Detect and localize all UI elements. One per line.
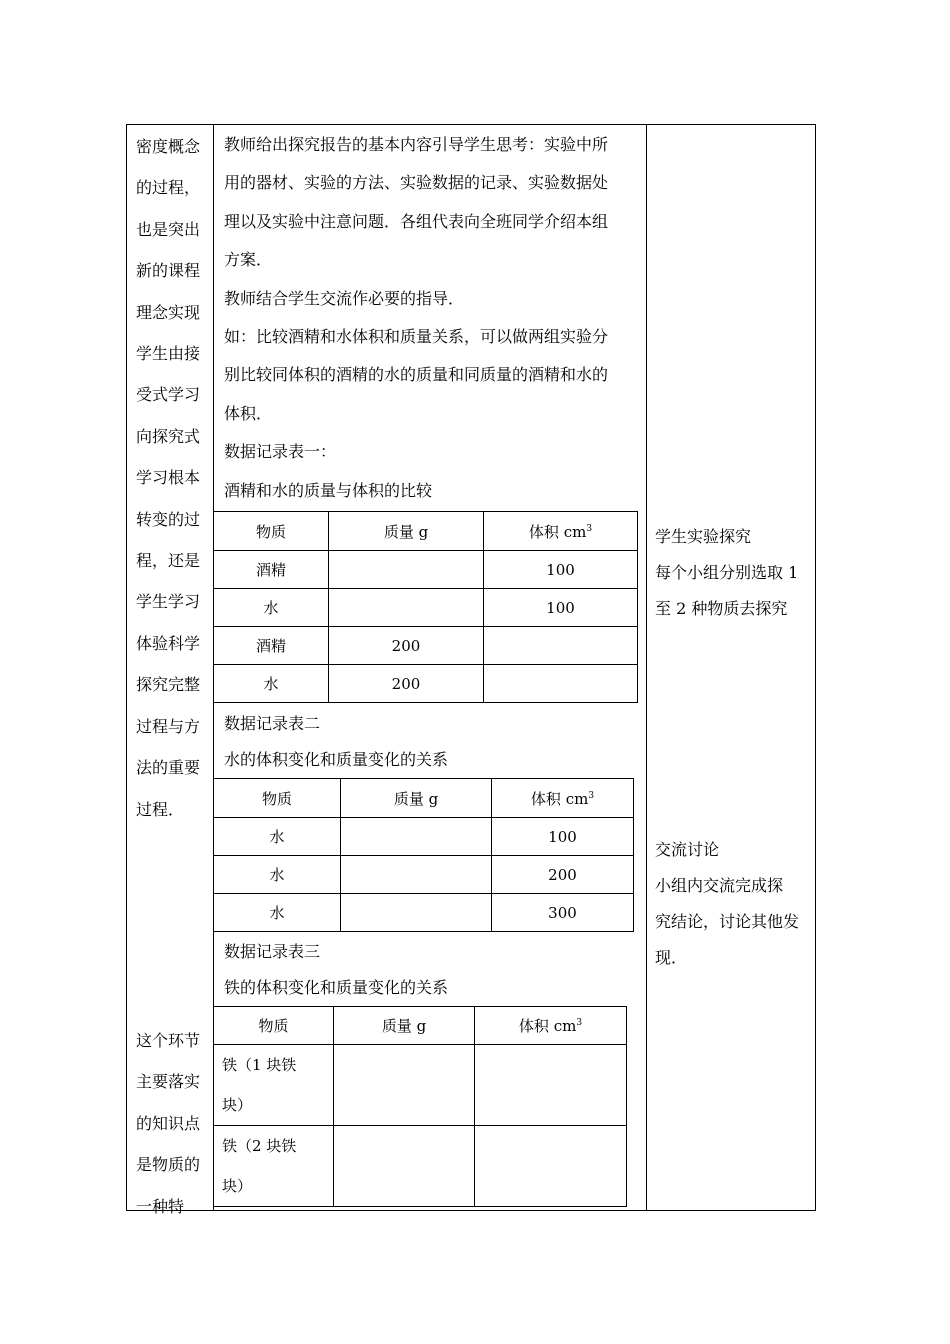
left-line: 向探究式 [136,426,201,446]
table-row [214,589,638,627]
outer-border-left [126,124,127,1211]
table-row [214,665,638,703]
table-row [214,856,634,894]
cell: 100 [492,818,634,856]
intro-line: 体积． [224,403,273,423]
left-line: 过程． [136,799,185,819]
outer-border-top [126,124,816,125]
volume-label: 体积 cm [518,1017,577,1035]
cell [334,1126,475,1207]
volume-label: 体积 cm [530,789,589,808]
left-line: 学习根本 [136,468,201,488]
table3-title: 数据记录表三 [224,942,321,961]
cell-line: 块） [222,1177,253,1195]
activity-title: 学生实验探究 [655,527,752,546]
activity-title: 交流讨论 [655,840,720,859]
data-table-3 [213,1006,627,1207]
cell: 水 [214,818,341,856]
cell: 200 [492,856,634,894]
cell: 酒精 [214,551,329,589]
table-row [214,1045,627,1126]
cell [475,1126,627,1207]
left-bottom-line: 一种特 [136,1196,185,1216]
cell [329,589,484,627]
table2-title: 数据记录表二 [224,714,321,733]
cell: 水 [214,665,329,703]
intro-line: 用的器材、实验的方法、实验数据的记录、实验数据处 [224,173,609,193]
cell: 水 [214,589,329,627]
cell: 100 [484,589,638,627]
left-column-bottom-notes [136,1020,206,1227]
left-line: 也是突出 [136,219,201,239]
cell: 300 [492,894,634,932]
cell-line: 铁（2 块铁 [222,1137,297,1155]
outer-border-right [815,124,816,1211]
header-mass: 质量 g [329,512,484,551]
activity-line: 究结论，讨论其他发 [655,912,800,931]
cell: 200 [329,665,484,703]
cell: 100 [484,551,638,589]
teaching-content [224,126,638,510]
cell: 水 [214,894,341,932]
left-line: 程，还是 [136,551,201,571]
table1-title: 数据记录表一： [224,442,337,462]
cell [341,894,492,932]
left-line: 学生学习 [136,592,201,612]
table1-caption: 酒精和水的质量与体积的比较 [224,480,433,500]
data-table-2 [213,778,634,932]
header-substance: 物质 [214,512,329,551]
cell: 水 [214,856,341,894]
volume-label: 体积 cm [528,522,587,541]
intro-line: 方案． [224,250,273,270]
intro-line: 如：比较酒精和水体积和质量关系，可以做两组实验分 [224,327,609,347]
left-line: 过程与方 [136,716,201,736]
cell [329,551,484,589]
cell-line: 块） [222,1096,253,1114]
table2-caption: 水的体积变化和质量变化的关系 [224,750,449,769]
student-activity-2 [655,832,815,976]
intro-line: 教师结合学生交流作必要的指导． [224,288,465,308]
cell: 酒精 [214,627,329,665]
left-bottom-line: 是物质的 [136,1155,201,1175]
table-row [214,894,634,932]
cell [484,627,638,665]
cell [334,1045,475,1126]
header-volume [475,1007,627,1045]
table-row [214,551,638,589]
activity-line: 小组内交流完成探 [655,876,784,895]
cell [484,665,638,703]
left-line: 法的重要 [136,758,201,778]
header-volume [492,779,634,818]
outer-border-bottom [126,1210,816,1211]
cell-iron-1 [214,1045,334,1126]
cell [341,856,492,894]
activity-line: 至 2 种物质去探究 [655,599,788,618]
table-row [214,818,634,856]
left-bottom-line: 主要落实 [136,1072,201,1092]
left-line: 理念实现 [136,302,201,322]
intro-line: 别比较同体积的酒精的水的质量和同质量的酒精和水的 [224,365,609,385]
left-line: 密度概念 [136,137,201,156]
activity-line: 每个小组分别选取 1 [655,563,799,582]
volume-exponent: 3 [576,1018,583,1028]
left-line: 学生由接 [136,344,201,364]
left-line: 体验科学 [136,633,201,653]
student-activity-1 [655,519,815,627]
left-line: 转变的过 [136,509,201,529]
header-substance: 物质 [214,1007,334,1045]
cell [341,818,492,856]
left-column-notes [136,126,206,830]
activity-line: 现． [655,948,688,967]
left-bottom-line: 这个环节 [136,1031,201,1050]
cell-iron-2 [214,1126,334,1207]
table3-caption: 铁的体积变化和质量变化的关系 [224,978,449,997]
cell: 200 [329,627,484,665]
cell [475,1045,627,1126]
cell-line: 铁（1 块铁 [222,1056,297,1074]
left-line: 探究完整 [136,675,201,695]
left-bottom-line: 的知识点 [136,1113,201,1133]
left-line: 受式学习 [136,385,201,405]
volume-exponent: 3 [586,523,593,534]
data-table-1 [213,511,638,703]
header-volume [484,512,638,551]
left-line: 的过程， [136,178,201,198]
table-row [214,627,638,665]
left-line: 新的课程 [136,261,201,281]
header-substance: 物质 [214,779,341,818]
table-row [214,1126,627,1207]
intro-line: 理以及实验中注意问题．各组代表向全班同学介绍本组 [224,211,609,231]
header-mass: 质量 g [334,1007,475,1045]
header-mass: 质量 g [341,779,492,818]
intro-line: 教师给出探究报告的基本内容引导学生思考：实验中所 [224,135,609,154]
volume-exponent: 3 [588,790,595,801]
column-divider-2 [646,124,647,1211]
